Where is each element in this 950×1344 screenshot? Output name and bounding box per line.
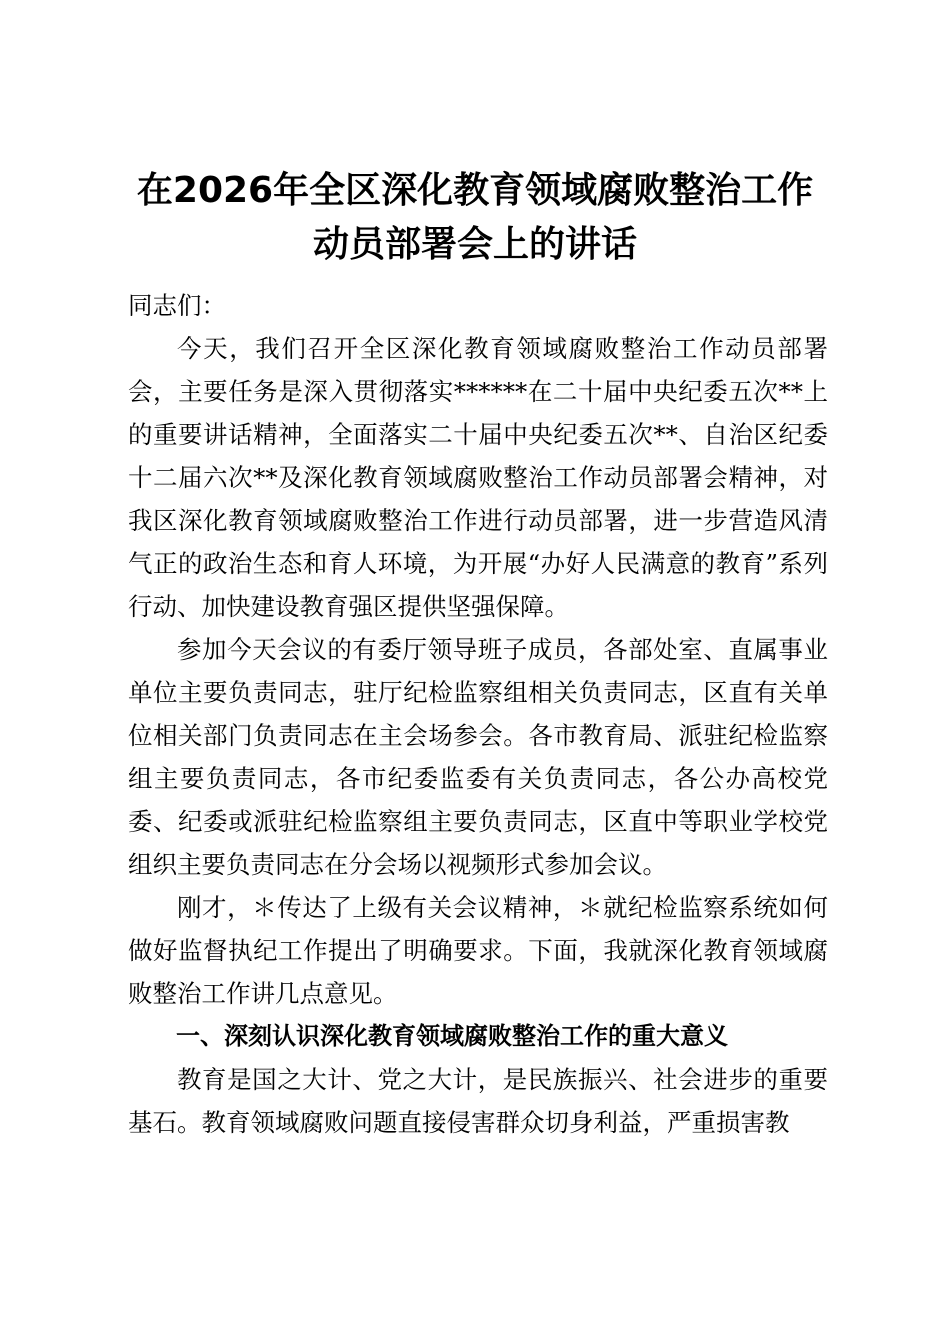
- paragraph-attendees: 参加今天会议的有委厅领导班子成员，各部处室、直属事业单位主要负责同志，驻厅纪检监察组相关负责同志，区直有关单位相关部门负责同志在主会场参会。各市教育局、派驻纪检监察组主要负责同志，各市纪委监委有关负责同志，各公办高校党委、纪委或派驻纪检监察组主要负责同志，区直中等职业学校党组织主要负责同志在分会场以视频形式参加会议。: [128, 635, 828, 879]
- title-line-1: 在2026年全区深化教育领域腐败整治工作: [136, 170, 814, 211]
- document-title: [0, 164, 950, 272]
- document-body: [128, 284, 828, 1144]
- paragraph-transition: 刚才，＊传达了上级有关会议精神，＊就纪检监察系统如何做好监督执纪工作提出了明确要求。下面，我就深化教育领域腐败整治工作讲几点意见。: [128, 893, 828, 1008]
- section-heading-1: 一、深刻认识深化教育领域腐败整治工作的重大意义: [176, 1022, 728, 1050]
- salutation: 同志们：: [128, 291, 226, 320]
- title-line-2: 动员部署会上的讲话: [312, 224, 637, 265]
- paragraph-section-1: 教育是国之大计、党之大计，是民族振兴、社会进步的重要基石。教育领域腐败问题直接侵害群众切身利益，严重损害教: [128, 1065, 828, 1137]
- paragraph-opening: 今天，我们召开全区深化教育领域腐败整治工作动员部署会，主要任务是深入贯彻落实******在二十届中央纪委五次**上的重要讲话精神，全面落实二十届中央纪委五次**、自治区纪委十二届六次**及深化教育领域腐败整治工作动员部署会精神，对我区深化教育领域腐败整治工作进行动员部署，进一步营造风清气正的政治生态和育人环境，为开展“办好人民满意的教育”系列行动、加快建设教育强区提供坚强保障。: [128, 334, 828, 621]
